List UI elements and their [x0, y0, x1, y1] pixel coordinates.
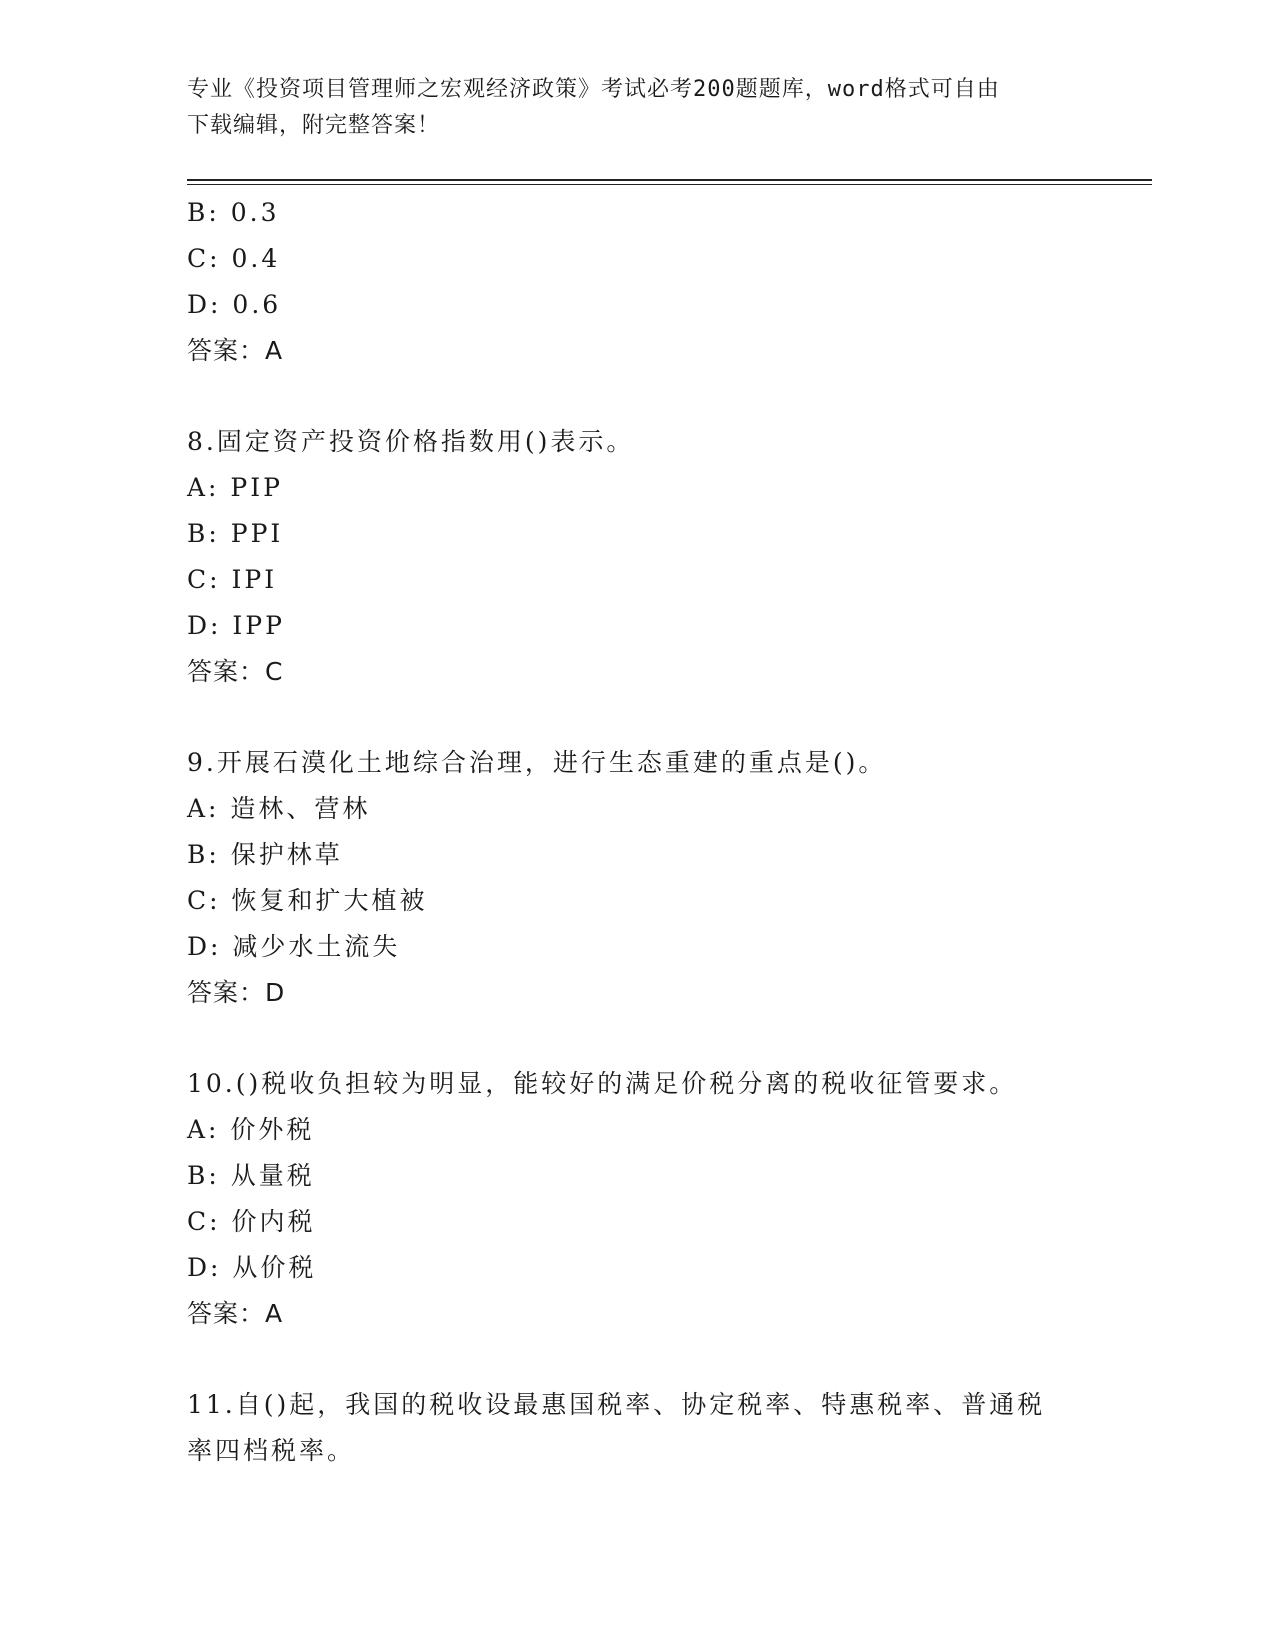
option-c: C: 价内税: [187, 1207, 316, 1236]
header-divider-thin: [187, 184, 1152, 185]
option-a: A: 价外税: [187, 1115, 315, 1144]
question-stem: 8.固定资产投资价格指数用()表示。: [187, 427, 635, 456]
question-11: [187, 1382, 1087, 1474]
answer-line: 答案：C: [187, 657, 284, 686]
header-divider-thick: [187, 179, 1152, 181]
answer-line: 答案：A: [187, 1299, 284, 1328]
option-b: B: 从量税: [187, 1161, 315, 1190]
answer-line: 答案：D: [187, 978, 286, 1007]
question-list: [187, 190, 1087, 1474]
question-8: [187, 419, 1087, 695]
header-line-1: 专业《投资项目管理师之宏观经济政策》考试必考200题题库，word格式可自由: [187, 77, 1000, 102]
question-stem: 9.开展石漠化土地综合治理，进行生态重建的重点是()。: [187, 748, 887, 777]
option-c: C: IPI: [187, 565, 278, 594]
option-a: A: 造林、营林: [187, 794, 371, 823]
option-a: A: PIP: [187, 473, 283, 502]
document-header: [187, 72, 1087, 144]
option-d: D: 0.6: [187, 290, 282, 319]
question-stem-line-1: 11.自()起，我国的税收设最惠国税率、协定税率、特惠税率、普通税: [187, 1390, 1046, 1419]
question-stem-line-2: 率四档税率。: [187, 1436, 356, 1465]
answer-line: 答案：A: [187, 336, 284, 365]
header-line-2: 下载编辑，附完整答案！: [187, 113, 441, 138]
option-d: D: 减少水土流失: [187, 932, 401, 961]
option-c: C: 0.4: [187, 244, 281, 273]
option-d: D: 从价税: [187, 1253, 317, 1282]
spacer: [187, 695, 1087, 740]
question-9: [187, 740, 1087, 1016]
spacer: [187, 1337, 1087, 1382]
spacer: [187, 374, 1087, 419]
question-7-tail: [187, 190, 1087, 374]
question-10: [187, 1061, 1087, 1337]
spacer: [187, 1016, 1087, 1061]
question-stem: 10.()税收负担较为明显，能较好的满足价税分离的税收征管要求。: [187, 1069, 1018, 1098]
option-c: C: 恢复和扩大植被: [187, 886, 428, 915]
option-d: D: IPP: [187, 611, 285, 640]
option-b: B: PPI: [187, 519, 284, 548]
option-b: B: 0.3: [187, 198, 280, 227]
option-b: B: 保护林草: [187, 840, 343, 869]
